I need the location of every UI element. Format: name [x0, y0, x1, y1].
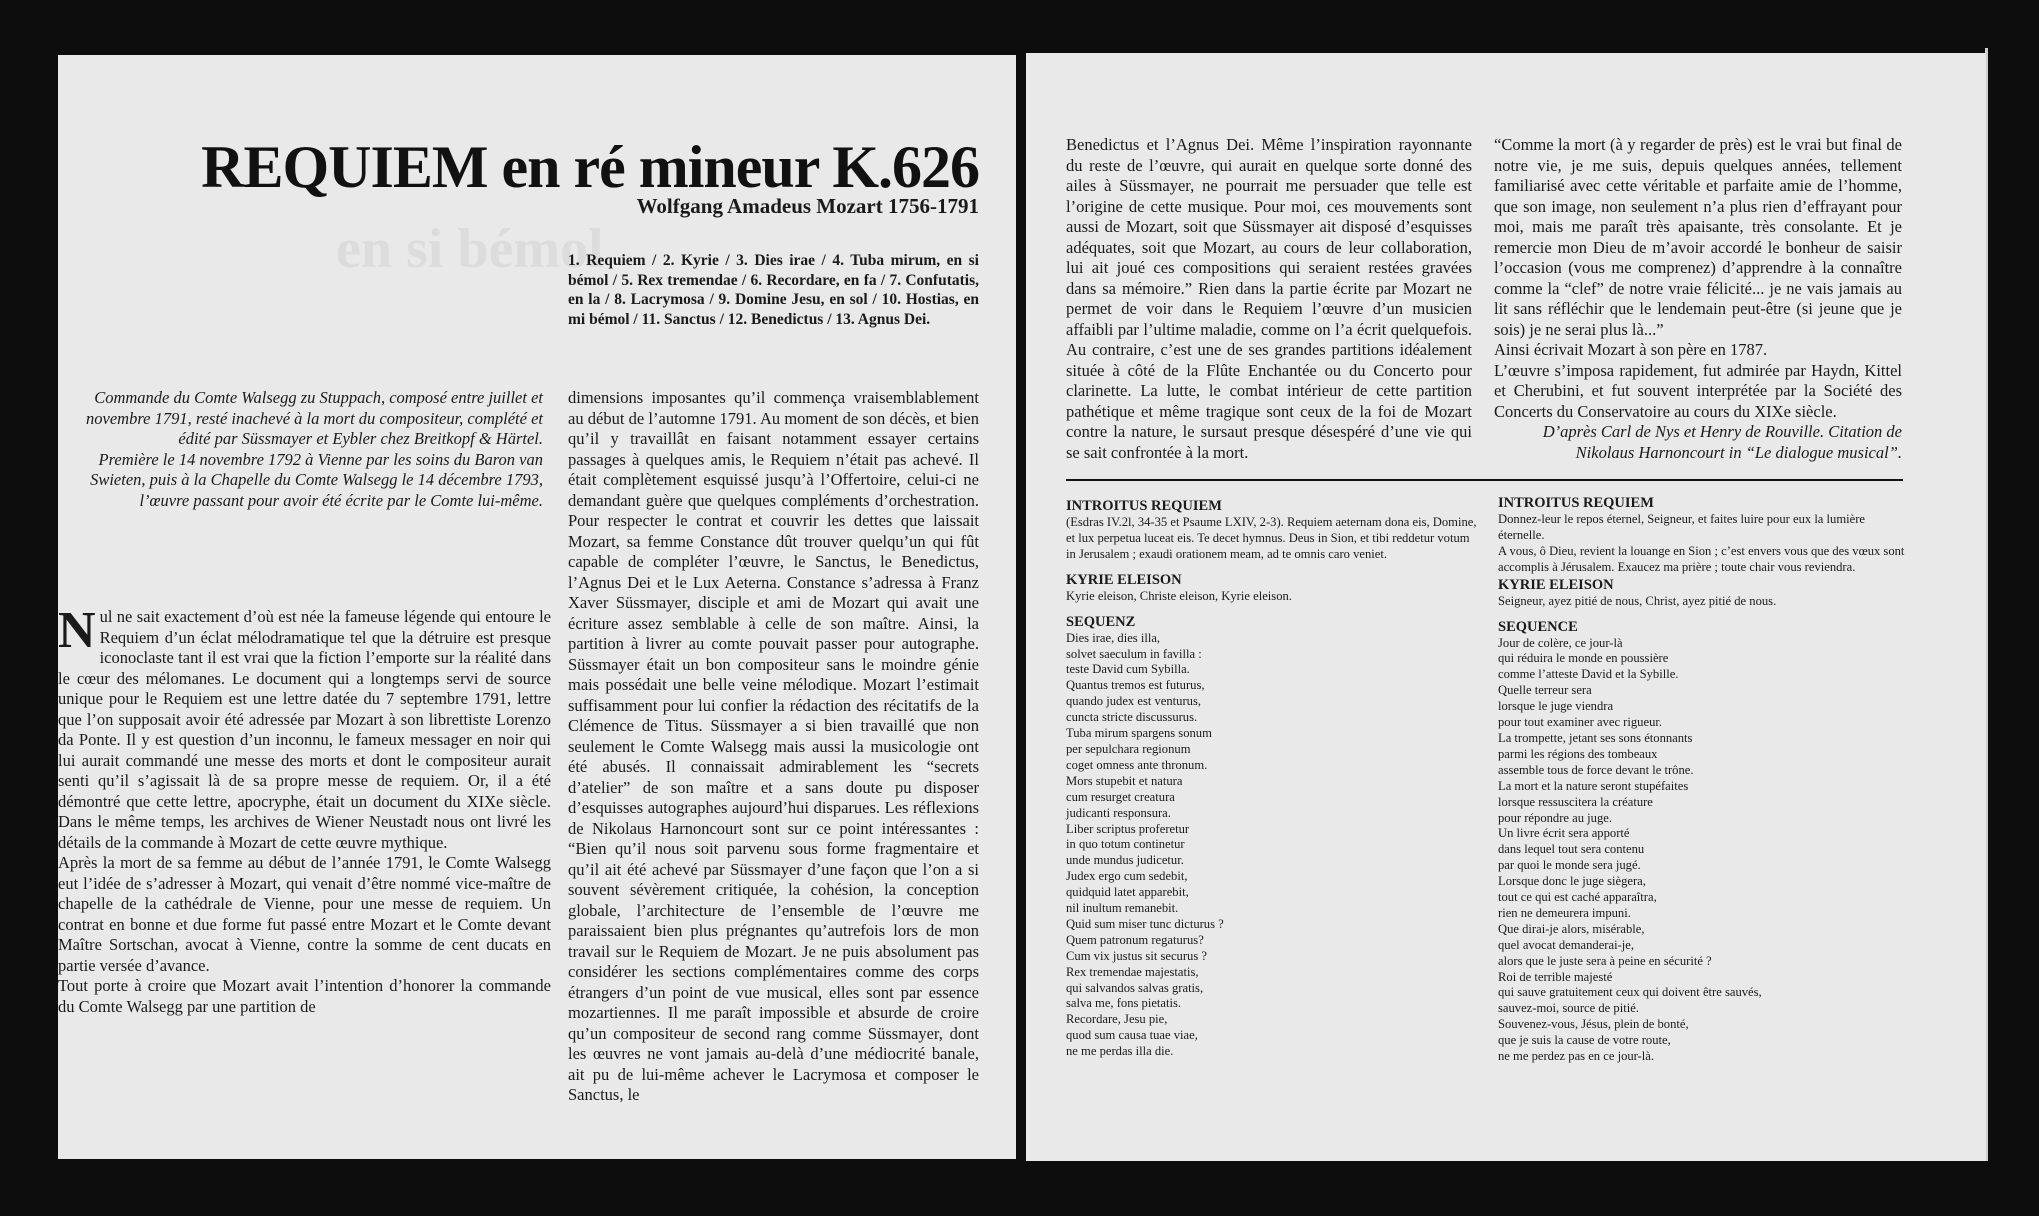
- verse-line: Dies irae, dies illa,: [1066, 630, 1161, 645]
- verse-line: quod sum causa tuae viae,: [1066, 1028, 1198, 1043]
- verse-line: teste David cum Sybilla.: [1066, 662, 1190, 677]
- verse-line: unde mundus judicetur.: [1066, 853, 1184, 868]
- verse-line: qui salvandos salvas gratis,: [1066, 980, 1204, 995]
- sequenz-lines: [1066, 631, 1482, 1060]
- verse-line: dans lequel tout sera contenu: [1498, 842, 1645, 857]
- verse-line: nil inultum remanebit.: [1066, 901, 1179, 916]
- verse-line: sauvez-moi, source de pitié.: [1498, 1001, 1639, 1016]
- text-column-1: [58, 602, 551, 1017]
- verse-line: lorsque le juge viendra: [1498, 699, 1614, 714]
- text-column-4: [1494, 135, 1902, 463]
- verse-line: per sepulchara regionum: [1066, 741, 1191, 756]
- verse-line: Jour de colère, ce jour-là: [1498, 635, 1623, 650]
- verse-line: Souvenez-vous, Jésus, plein de bonté,: [1498, 1017, 1689, 1032]
- verse-line: pour tout examiner avec rigueur.: [1498, 715, 1663, 730]
- left-page: [58, 55, 1016, 1159]
- verse-line: cum resurget creatura: [1066, 789, 1175, 804]
- verse-line: Que dirai-je alors, misérable,: [1498, 921, 1645, 936]
- left-page-content: [58, 55, 979, 1159]
- verse-line: lorsque ressuscitera la créature: [1498, 794, 1653, 809]
- liturgy-text: A vous, ô Dieu, revient la louange en Sion ; c’est envers vous que des vœux sont accomplis à Jérusalem. Exaucez ma prière ; toute chair vous reviendra.: [1498, 543, 1905, 574]
- verse-line: Tuba mirum spargens sonum: [1066, 726, 1212, 741]
- section-heading: KYRIE ELEISON: [1066, 571, 1182, 588]
- liturgy-text: Seigneur, ayez pitié de nous, Christ, ayez pitié de nous.: [1498, 593, 1777, 608]
- verse-line: quando judex est venturus,: [1066, 694, 1202, 709]
- paragraph: Tout porte à croire que Mozart avait l’intention d’honorer la commande du Comte Walsegg par une partition de: [58, 976, 551, 1016]
- paragraph: [58, 602, 551, 853]
- verse-line: Quid sum miser tunc dicturus ?: [1066, 916, 1224, 931]
- verse-line: Quem patronum regaturus?: [1066, 932, 1204, 947]
- paragraph-text: ul ne sait exactement d’où est née la fameuse légende qui entoure le Requiem d’un éclat mélodramatique tel que la détruire est presque iconoclaste tant il est vrai que la fiction l’emporte sur la réalité dans le cœur des mélomanes. Le document qui a longtemps servi de source unique pour le Requiem est une lettre datée du 7 septembre 1791, lettre que l’on supposait avoir été adressée par Mozart à son librettiste Lorenzo da Ponte. Il y est question d’un inconnu, le fameux messager en noir qui lui aurait commandé une messe des morts et dont le compositeur aurait senti qu’il s’agissait là de sa propre messe de requiem. Or, il a été démontré que cette lettre, apocryphe, était un document du XIXe siècle. Dans le même temps, les archives de Wiener Neustadt nous ont livré les détails de la commande à Mozart de cette œuvre mythique.: [58, 607, 551, 852]
- verse-line: comme l’atteste David et la Sybille.: [1498, 667, 1679, 682]
- verse-line: quel avocat demanderai-je,: [1498, 937, 1635, 952]
- page-title: REQUIEM en ré mineur K.626: [201, 134, 979, 200]
- french-text: [1498, 494, 1906, 1065]
- liturgy-text: (Esdras IV.2l, 34-35 et Psaume LXIV, 2-3). Requiem aeternam dona eis, Domine, et lux perpetua luceat eis. Te decet hymnus. Deus in Sion, et tibi reddetur votum in Jerusalem ; exaudi orationem meam, ad te omnis caro veniet.: [1066, 515, 1477, 561]
- section-heading: INTROITUS REQUIEM: [1498, 495, 1654, 511]
- verse-line: qui sauve gratuitement ceux qui doivent être sauvés,: [1498, 985, 1762, 1000]
- bleed-through-text: en si bémol: [336, 218, 604, 280]
- composer-subtitle: Wolfgang Amadeus Mozart 1756-1791: [636, 194, 979, 218]
- verse-line: Lorsque donc le juge siègera,: [1498, 874, 1646, 889]
- verse-line: Quelle terreur sera: [1498, 683, 1592, 698]
- verse-line: Rex tremendae majestatis,: [1066, 964, 1199, 979]
- verse-line: Recordare, Jesu pie,: [1066, 1012, 1168, 1027]
- verse-line: pour répondre au juge.: [1498, 810, 1613, 825]
- liturgy-text: Kyrie eleison, Christe eleison, Kyrie eleison.: [1066, 588, 1292, 603]
- intro-block: [58, 388, 543, 511]
- verse-line: Cum vix justus sit securus ?: [1066, 948, 1207, 963]
- verse-line: La trompette, jetant ses sons étonnants: [1498, 730, 1693, 745]
- text-column-3: [1066, 135, 1472, 463]
- sequence-lines: [1498, 636, 1906, 1065]
- section-heading: KYRIE ELEISON: [1498, 576, 1614, 593]
- verse-line: Un livre écrit sera apporté: [1498, 826, 1630, 841]
- verse-line: ne me perdas illa die.: [1066, 1044, 1174, 1059]
- verse-line: parmi les régions des tombeaux: [1498, 746, 1658, 761]
- section-heading: SEQUENZ: [1066, 613, 1136, 630]
- verse-line: ne me perdez pas en ce jour-là.: [1498, 1049, 1655, 1064]
- liturgy-text: Donnez-leur le repos éternel, Seigneur, et faites luire pour eux la lumière éternelle.: [1498, 512, 1866, 542]
- paragraph: L’œuvre s’imposa rapidement, fut admirée par Haydn, Kittel et Cherubini, et fut souvent interprétée par la Société des Concerts du Conservatoire au cours du XIXe siècle.: [1494, 360, 1902, 421]
- paragraph: Benedictus et l’Agnus Dei. Même l’inspiration rayonnante du reste de l’œuvre, qui aurait en quelque sorte donné des ailes à Süssmayer, ne pourrait me persuader que telle est l’origine de cette musique. Pour moi, ces mouvements sont aussi de Mozart, soit que Süssmayer ait disposé d’esquisses adéquates, soit que Mozart, au cours de leur collaboration, lui ait joué ces compositions qui seraient restées gravées dans sa mémoire.” Rien dans la partie écrite par Mozart ne permet de voir dans le Requiem l’œuvre d’un musicien affaibli par l’ultime maladie, comme on l’a écrit quelquefois. Au contraire, c’est une de ses grandes partitions idéalement située à côté de la Flûte Enchantée ou du Concerto pour clarinette. La lutte, le combat intérieur de cette partition pathétique et même tragique sont ceux de la foi de Mozart contre la nature, le sursaut presque désespéré d’une vie qui se sait confrontée à la mort.: [1066, 135, 1472, 462]
- verse-line: coget omness ante thronum.: [1066, 757, 1208, 772]
- latin-text: [1066, 497, 1482, 1060]
- verse-line: solvet saeculum in favilla :: [1066, 646, 1202, 661]
- drop-cap: N: [58, 602, 96, 659]
- credit-line: D’après Carl de Nys et Henry de Rouville. Citation de Nikolaus Harnoncourt in “Le dialogue musical”.: [1542, 422, 1902, 462]
- section-divider: [1066, 479, 1903, 481]
- track-list: 1. Requiem / 2. Kyrie / 3. Dies irae / 4. Tuba mirum, en si bémol / 5. Rex tremendae / 6. Recordare, en fa / 7. Confutatis, en la / 8. Lacrymosa / 9. Domine Jesu, en sol / 10. Hostias, en mi bémol / 11. Sanctus / 12. Benedictus / 13. Agnus Dei.: [568, 252, 979, 328]
- section-heading: SEQUENCE: [1498, 618, 1578, 635]
- verse-line: par quoi le monde sera jugé.: [1498, 858, 1641, 873]
- verse-line: tout ce qui est caché apparaîtra,: [1498, 890, 1657, 905]
- verse-line: Quantus tremos est futurus,: [1066, 678, 1205, 693]
- verse-line: in quo totum continetur: [1066, 837, 1185, 852]
- verse-line: cuncta stricte discussurus.: [1066, 710, 1198, 725]
- verse-line: assemble tous de force devant le trône.: [1498, 762, 1694, 777]
- paragraph: dimensions imposantes qu’il commença vraisemblablement au début de l’automne 1791. Au moment de son décès, et bien qu’il y travaillât en faisant notamment essayer certains passages à quelques amis, le Requiem n’était pas achevé. Il était complètement esquissé jusqu’à l’Offertoire, celui-ci ne demandant guère que quelques compléments d’orchestration. Pour respecter le contrat et couvrir les dettes que laissait Mozart, sa femme Constance dût trouver quelqu’un qui fût capable de compléter l’œuvre, le Sanctus, le Benedictus, l’Agnus Dei et le Lux Aeterna. Constance s’adressa à Franz Xaver Süssmayer, disciple et ami de Mozart qui avait une écriture assez semblable à celle de son maître. Ainsi, la partition à livrer au comte pouvait passer pour autographe. Süssmayer était un bon compositeur sans le moindre génie mais possédait une belle veine mélodique. Mozart l’estimait suffisamment pour lui confier la rédaction des récitatifs de la Clémence de Titus. Süssmayer a si bien travaillé que non seulement le Comte Walsegg mais aussi la musicologie ont été abusés. Il connaissait admirablement les “secrets d’atelier” de son maître et a sans doute pu disposer d’esquisses autographes aujourd’hui disparues. Les réflexions de Nikolaus Harnoncourt sont sur ce point intéressantes : “Bien qu’il nous soit parvenu sous forme fragmentaire et qu’il ait été achevé par Süssmayer d’une façon que l’on a si souvent sévèrement critiquée, la cohésion, la conception globale, l’architecture de l’ensemble de l’œuvre me paraissaient bien plus prégnantes qu’autrefois lors de mon travail sur le Requiem de Mozart. Je ne puis absolument pas considérer les sections complémentaires comme des corps étrangers d’un point de vue musical, elles sont par essence mozartiennes. Il me paraît impossible et absurde de croire qu’un compositeur de second rang comme Süssmayer, dont les œuvres ne vont jamais au-delà d’une médiocrité banale, ait pu de lui-même achever le Lacrymosa et composer le Sanctus, le: [568, 388, 979, 1104]
- right-page: [1026, 53, 1986, 1161]
- verse-line: salva me, fons pietatis.: [1066, 996, 1182, 1011]
- verse-line: Roi de terrible majesté: [1498, 969, 1613, 984]
- verse-line: judicanti responsura.: [1066, 805, 1171, 820]
- paragraph: Après la mort de sa femme au début de l’année 1791, le Comte Walsegg eut l’idée de s’adresser à Mozart, qui venait d’être nommé vice-maître de chapelle de la cathédrale de Vienne, pour une messe de requiem. Un contrat en bonne et due forme fut passé entre Mozart et le Comte devant Maître Sortschan, avocat à Vienne, contre la somme de cent ducats en partie versée d’avance.: [58, 853, 551, 975]
- text-column-2: [568, 388, 979, 1106]
- verse-line: Liber scriptus proferetur: [1066, 821, 1190, 836]
- paragraph: “Comme la mort (à y regarder de près) est le vrai but final de notre vie, je me suis, depuis quelques années, tellement familiarisé avec cette véritable et parfaite amie de l’homme, que son image, non seulement n’a plus rien d’effrayant pour moi, mais me paraît très apaisante, très consolante. Et je remercie mon Dieu de m’avoir accordé le bonheur de saisir l’occasion (vous me comprenez) d’apprendre à la connaître comme la “clef” de notre vraie félicité... je ne vais jamais au lit sans réfléchir que le lendemain peut-être (si jeune que je sois) je ne serai plus là...”: [1494, 135, 1902, 339]
- verse-line: qui réduira le monde en poussière: [1498, 651, 1669, 666]
- intro-paragraph: Première le 14 novembre 1792 à Vienne par les soins du Baron van Swieten, puis à la Chapelle du Comte Walsegg le 14 décembre 1793, l’œuvre passant pour avoir été écrite par le Comte lui-même.: [90, 449, 543, 510]
- verse-line: alors que le juste sera à peine en sécurité ?: [1498, 953, 1712, 968]
- verse-line: Mors stupebit et natura: [1066, 773, 1183, 788]
- verse-line: rien ne demeurera impuni.: [1498, 905, 1631, 920]
- section-heading: INTROITUS REQUIEM: [1066, 498, 1222, 514]
- intro-paragraph: Commande du Comte Walsegg zu Stuppach, composé entre juillet et novembre 1791, resté inachevé à la mort du compositeur, complété et édité par Süssmayer et Eybler chez Breitkopf & Härtel.: [86, 388, 543, 448]
- verse-line: que je suis la cause de votre route,: [1498, 1033, 1671, 1048]
- verse-line: quidquid latet apparebit,: [1066, 885, 1189, 900]
- verse-line: La mort et la nature seront stupéfaites: [1498, 778, 1689, 793]
- paragraph: Ainsi écrivait Mozart à son père en 1787.: [1494, 340, 1768, 359]
- verse-line: Judex ergo cum sedebit,: [1066, 869, 1188, 884]
